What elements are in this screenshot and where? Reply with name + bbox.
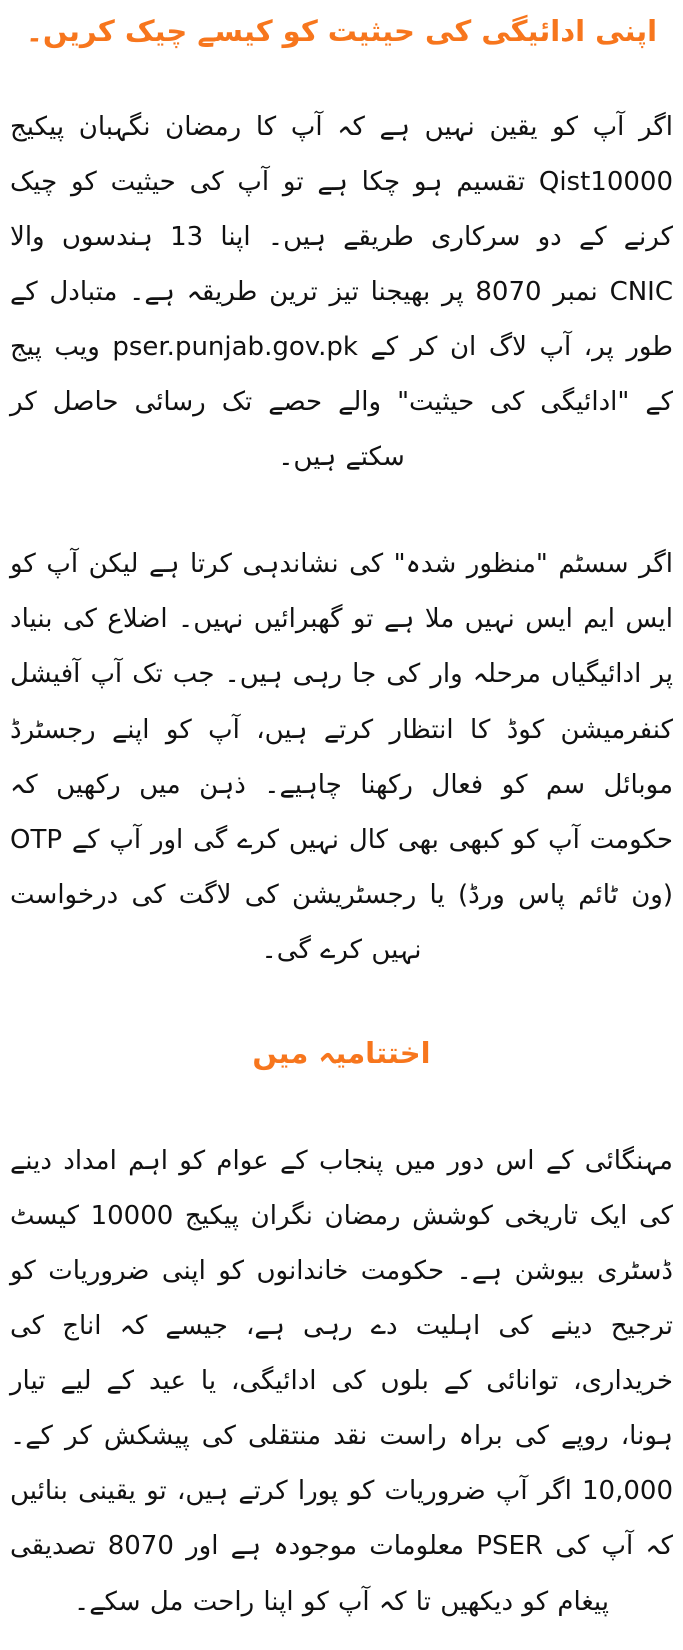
section-heading-conclusion: اختتامیہ میں [252,1036,431,1071]
paragraph-approved-no-sms: اگر سسٹم "منظور شدہ" کی نشاندہی کرتا ہے لیکن آپ کو ایس ایم ایس نہیں ملا ہے تو گھبرائیں نہیں۔ اضلاع کی بنیاد پر ادائیگیاں مرحلہ وار کی جا رہی ہیں۔ جب تک آپ آفیشل کنفرمیشن کوڈ کا انتظار کرتے ہیں، آپ کو اپنے رجسٹرڈ موبائل سم کو فعال رکھنا چاہیے۔ ذہن میں رکھیں کہ حکومت آپ کو کبھی بھی کال نہیں کرے گی اور آپ کے OTP (ون ٹائم پاس ورڈ) یا رجسٹریشن کی لاگت کی درخواست نہیں کرے گی۔ [10,549,673,966]
paragraph-conclusion: مہنگائی کے اس دور میں پنجاب کے عوام کو اہم امداد دینے کی ایک تاریخی کوشش رمضان نگران پیکیج 10000 کیسٹ ڈسٹری بیوشن ہے۔ حکومت خاندانوں کو اپنی ضروریات کو ترجیح دینے کی اہلیت دے رہی ہے، جیسے کہ اناج کی خریداری، توانائی کے بلوں کی ادائیگی، یا عید کے لیے تیار ہونا، روپے کی براہ راست نقد منتقلی کی پیشکش کر کے۔ 10,000 اگر آپ ضروریات کو پورا کرتے ہیں، تو یقینی بنائیں کہ آپ کی PSER معلومات موجودہ ہے اور 8070 تصدیقی پیغام کو دیکھیں تا کہ آپ کو اپنا راحت مل سکے۔ [10,1145,673,1617]
paragraph-payment-status-check: اگر آپ کو یقین نہیں ہے کہ آپ کا رمضان نگہبان پیکیج Qist10000 تقسیم ہو چکا ہے تو آپ کی حیثیت کو چیک کرنے کے دو سرکاری طریقے ہیں۔ اپنا 13 ہندسوں والا CNIC نمبر 8070 پر بھیجنا تیز ترین طریقہ ہے۔ متبادل کے طور پر، آپ لاگ ان کر کے pser.punjab.gov.pk ویب پیج کے "ادائیگی کی حیثیت" والے حصے تک رسائی حاصل کر سکتے ہیں۔ [10,111,673,473]
page-title: اپنی ادائیگی کی حیثیت کو کیسے چیک کریں۔ [25,14,658,48]
